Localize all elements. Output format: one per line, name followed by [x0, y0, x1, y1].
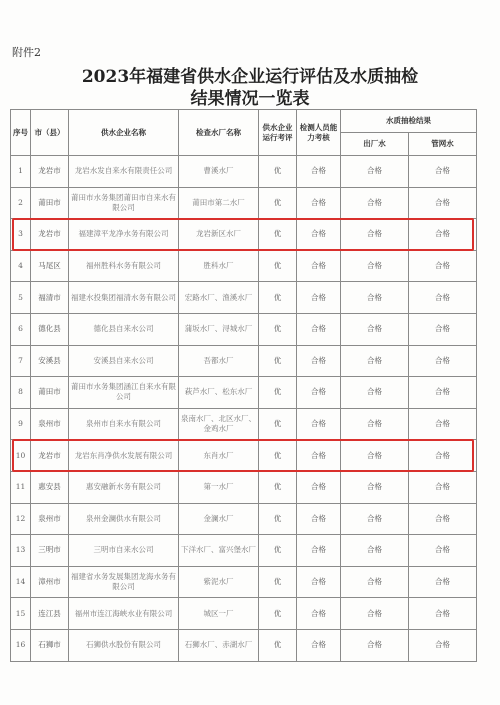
header-staff: 检测人员能力考核 [297, 110, 341, 156]
cell-city: 德化县 [31, 313, 69, 345]
cell-network: 合格 [409, 282, 477, 314]
cell-city: 石狮市 [31, 629, 69, 661]
cell-network: 合格 [409, 440, 477, 472]
header-network: 管网水 [409, 133, 477, 156]
cell-seq: 6 [11, 313, 31, 345]
cell-network: 合格 [409, 598, 477, 630]
cell-operation: 优 [259, 598, 297, 630]
cell-company: 莆田市水务集团涵江自来水有限公司 [69, 377, 179, 409]
cell-city: 惠安县 [31, 471, 69, 503]
cell-network: 合格 [409, 219, 477, 251]
cell-plant: 萩芦水厂、松东水厂 [179, 377, 259, 409]
document-subtitle: 结果情况一览表 [190, 89, 310, 109]
results-table [10, 109, 477, 662]
cell-staff: 合格 [297, 313, 341, 345]
cell-plant: 金澜水厂 [179, 503, 259, 535]
table-row [11, 566, 477, 598]
cell-outlet: 合格 [341, 535, 409, 567]
cell-company: 三明市自来水公司 [69, 535, 179, 567]
cell-company: 惠安融新水务有限公司 [69, 471, 179, 503]
cell-outlet: 合格 [341, 345, 409, 377]
attachment-label: 附件2 [12, 46, 41, 59]
header-seq: 序号 [11, 110, 31, 156]
header-city: 市（县） [31, 110, 69, 156]
cell-city: 福清市 [31, 282, 69, 314]
cell-plant: 下洋水厂、富兴堡水厂 [179, 535, 259, 567]
cell-city: 泉州市 [31, 408, 69, 440]
cell-seq: 5 [11, 282, 31, 314]
cell-plant: 紫泥水厂 [179, 566, 259, 598]
cell-seq: 13 [11, 535, 31, 567]
cell-operation: 优 [259, 566, 297, 598]
cell-seq: 2 [11, 187, 31, 219]
cell-company: 福建水投集团福清水务有限公司 [69, 282, 179, 314]
cell-city: 龙岩市 [31, 219, 69, 251]
table-row [11, 156, 477, 188]
cell-seq: 3 [11, 219, 31, 251]
cell-outlet: 合格 [341, 187, 409, 219]
cell-city: 莆田市 [31, 187, 69, 219]
table-row [11, 408, 477, 440]
cell-city: 安溪县 [31, 345, 69, 377]
cell-operation: 优 [259, 629, 297, 661]
cell-operation: 优 [259, 345, 297, 377]
cell-plant: 东肖水厂 [179, 440, 259, 472]
cell-company: 莆田市水务集团莆田市自来水有限公司 [69, 187, 179, 219]
cell-seq: 16 [11, 629, 31, 661]
cell-staff: 合格 [297, 187, 341, 219]
cell-company: 安溪县自来水公司 [69, 345, 179, 377]
cell-outlet: 合格 [341, 250, 409, 282]
table-row [11, 503, 477, 535]
cell-staff: 合格 [297, 156, 341, 188]
cell-seq: 11 [11, 471, 31, 503]
cell-company: 龙岩水发自来水有限责任公司 [69, 156, 179, 188]
cell-city: 马尾区 [31, 250, 69, 282]
cell-staff: 合格 [297, 471, 341, 503]
cell-seq: 15 [11, 598, 31, 630]
cell-network: 合格 [409, 377, 477, 409]
cell-operation: 优 [259, 187, 297, 219]
cell-network: 合格 [409, 408, 477, 440]
cell-staff: 合格 [297, 535, 341, 567]
cell-network: 合格 [409, 345, 477, 377]
cell-seq: 4 [11, 250, 31, 282]
cell-plant: 第一水厂 [179, 471, 259, 503]
cell-network: 合格 [409, 566, 477, 598]
cell-outlet: 合格 [341, 219, 409, 251]
cell-seq: 1 [11, 156, 31, 188]
table-row [11, 377, 477, 409]
cell-seq: 14 [11, 566, 31, 598]
cell-outlet: 合格 [341, 471, 409, 503]
table-row [11, 187, 477, 219]
cell-network: 合格 [409, 156, 477, 188]
cell-network: 合格 [409, 250, 477, 282]
cell-plant: 石狮水厂、赤湖水厂 [179, 629, 259, 661]
cell-network: 合格 [409, 629, 477, 661]
cell-outlet: 合格 [341, 156, 409, 188]
cell-company: 福州胜科水务有限公司 [69, 250, 179, 282]
table-row [11, 471, 477, 503]
cell-outlet: 合格 [341, 629, 409, 661]
cell-company: 石狮供水股份有限公司 [69, 629, 179, 661]
cell-company: 泉州金澜供水有限公司 [69, 503, 179, 535]
cell-city: 龙岩市 [31, 156, 69, 188]
cell-plant: 泉南水厂、北区水厂、金鸡水厂 [179, 408, 259, 440]
cell-outlet: 合格 [341, 598, 409, 630]
cell-network: 合格 [409, 535, 477, 567]
cell-operation: 优 [259, 250, 297, 282]
table-body [11, 156, 477, 662]
cell-outlet: 合格 [341, 440, 409, 472]
cell-plant: 蒲坂水厂、浔城水厂 [179, 313, 259, 345]
cell-network: 合格 [409, 313, 477, 345]
cell-network: 合格 [409, 503, 477, 535]
cell-seq: 12 [11, 503, 31, 535]
cell-plant: 龙岩新区水厂 [179, 219, 259, 251]
cell-plant: 吾都水厂 [179, 345, 259, 377]
cell-company: 德化县自来水公司 [69, 313, 179, 345]
header-row [11, 110, 477, 133]
cell-staff: 合格 [297, 598, 341, 630]
cell-city: 连江县 [31, 598, 69, 630]
table-row [11, 598, 477, 630]
cell-network: 合格 [409, 187, 477, 219]
cell-operation: 优 [259, 408, 297, 440]
cell-operation: 优 [259, 219, 297, 251]
table-row [11, 535, 477, 567]
table-row [11, 250, 477, 282]
cell-operation: 优 [259, 503, 297, 535]
table-row [11, 282, 477, 314]
cell-plant: 城区一厂 [179, 598, 259, 630]
cell-company: 福建省水务发展集团龙海水务有限公司 [69, 566, 179, 598]
cell-company: 福州市连江海峡水业有限公司 [69, 598, 179, 630]
table-row [11, 629, 477, 661]
cell-staff: 合格 [297, 440, 341, 472]
cell-outlet: 合格 [341, 566, 409, 598]
cell-operation: 优 [259, 535, 297, 567]
cell-staff: 合格 [297, 566, 341, 598]
document-title: 2023年福建省供水企业运行评估及水质抽检 [81, 67, 419, 87]
cell-outlet: 合格 [341, 408, 409, 440]
cell-company: 福建漳平龙净水务有限公司 [69, 219, 179, 251]
cell-staff: 合格 [297, 503, 341, 535]
cell-staff: 合格 [297, 408, 341, 440]
header-water-quality: 水质抽检结果 [341, 110, 477, 133]
header-company: 供水企业名称 [69, 110, 179, 156]
cell-staff: 合格 [297, 377, 341, 409]
cell-staff: 合格 [297, 250, 341, 282]
cell-staff: 合格 [297, 345, 341, 377]
cell-plant: 宏路水厂、渔溪水厂 [179, 282, 259, 314]
cell-operation: 优 [259, 313, 297, 345]
cell-outlet: 合格 [341, 377, 409, 409]
table-row [11, 345, 477, 377]
header-outlet: 出厂水 [341, 133, 409, 156]
cell-operation: 优 [259, 440, 297, 472]
cell-outlet: 合格 [341, 313, 409, 345]
cell-company: 泉州市自来水有限公司 [69, 408, 179, 440]
cell-outlet: 合格 [341, 503, 409, 535]
cell-operation: 优 [259, 471, 297, 503]
table-row [11, 313, 477, 345]
table-row [11, 219, 477, 251]
cell-network: 合格 [409, 471, 477, 503]
cell-city: 泉州市 [31, 503, 69, 535]
cell-staff: 合格 [297, 629, 341, 661]
cell-city: 漳州市 [31, 566, 69, 598]
cell-city: 莆田市 [31, 377, 69, 409]
cell-company: 龙岩东肖净供水发展有限公司 [69, 440, 179, 472]
cell-seq: 9 [11, 408, 31, 440]
cell-plant: 胜科水厂 [179, 250, 259, 282]
table-row [11, 440, 477, 472]
cell-plant: 曹溪水厂 [179, 156, 259, 188]
cell-city: 三明市 [31, 535, 69, 567]
header-operation: 供水企业运行考评 [259, 110, 297, 156]
cell-operation: 优 [259, 377, 297, 409]
cell-operation: 优 [259, 156, 297, 188]
cell-seq: 7 [11, 345, 31, 377]
cell-operation: 优 [259, 282, 297, 314]
cell-staff: 合格 [297, 282, 341, 314]
cell-staff: 合格 [297, 219, 341, 251]
cell-city: 龙岩市 [31, 440, 69, 472]
header-plant: 检查水厂名称 [179, 110, 259, 156]
cell-seq: 8 [11, 377, 31, 409]
cell-plant: 莆田市第二水厂 [179, 187, 259, 219]
cell-outlet: 合格 [341, 282, 409, 314]
cell-seq: 10 [11, 440, 31, 472]
